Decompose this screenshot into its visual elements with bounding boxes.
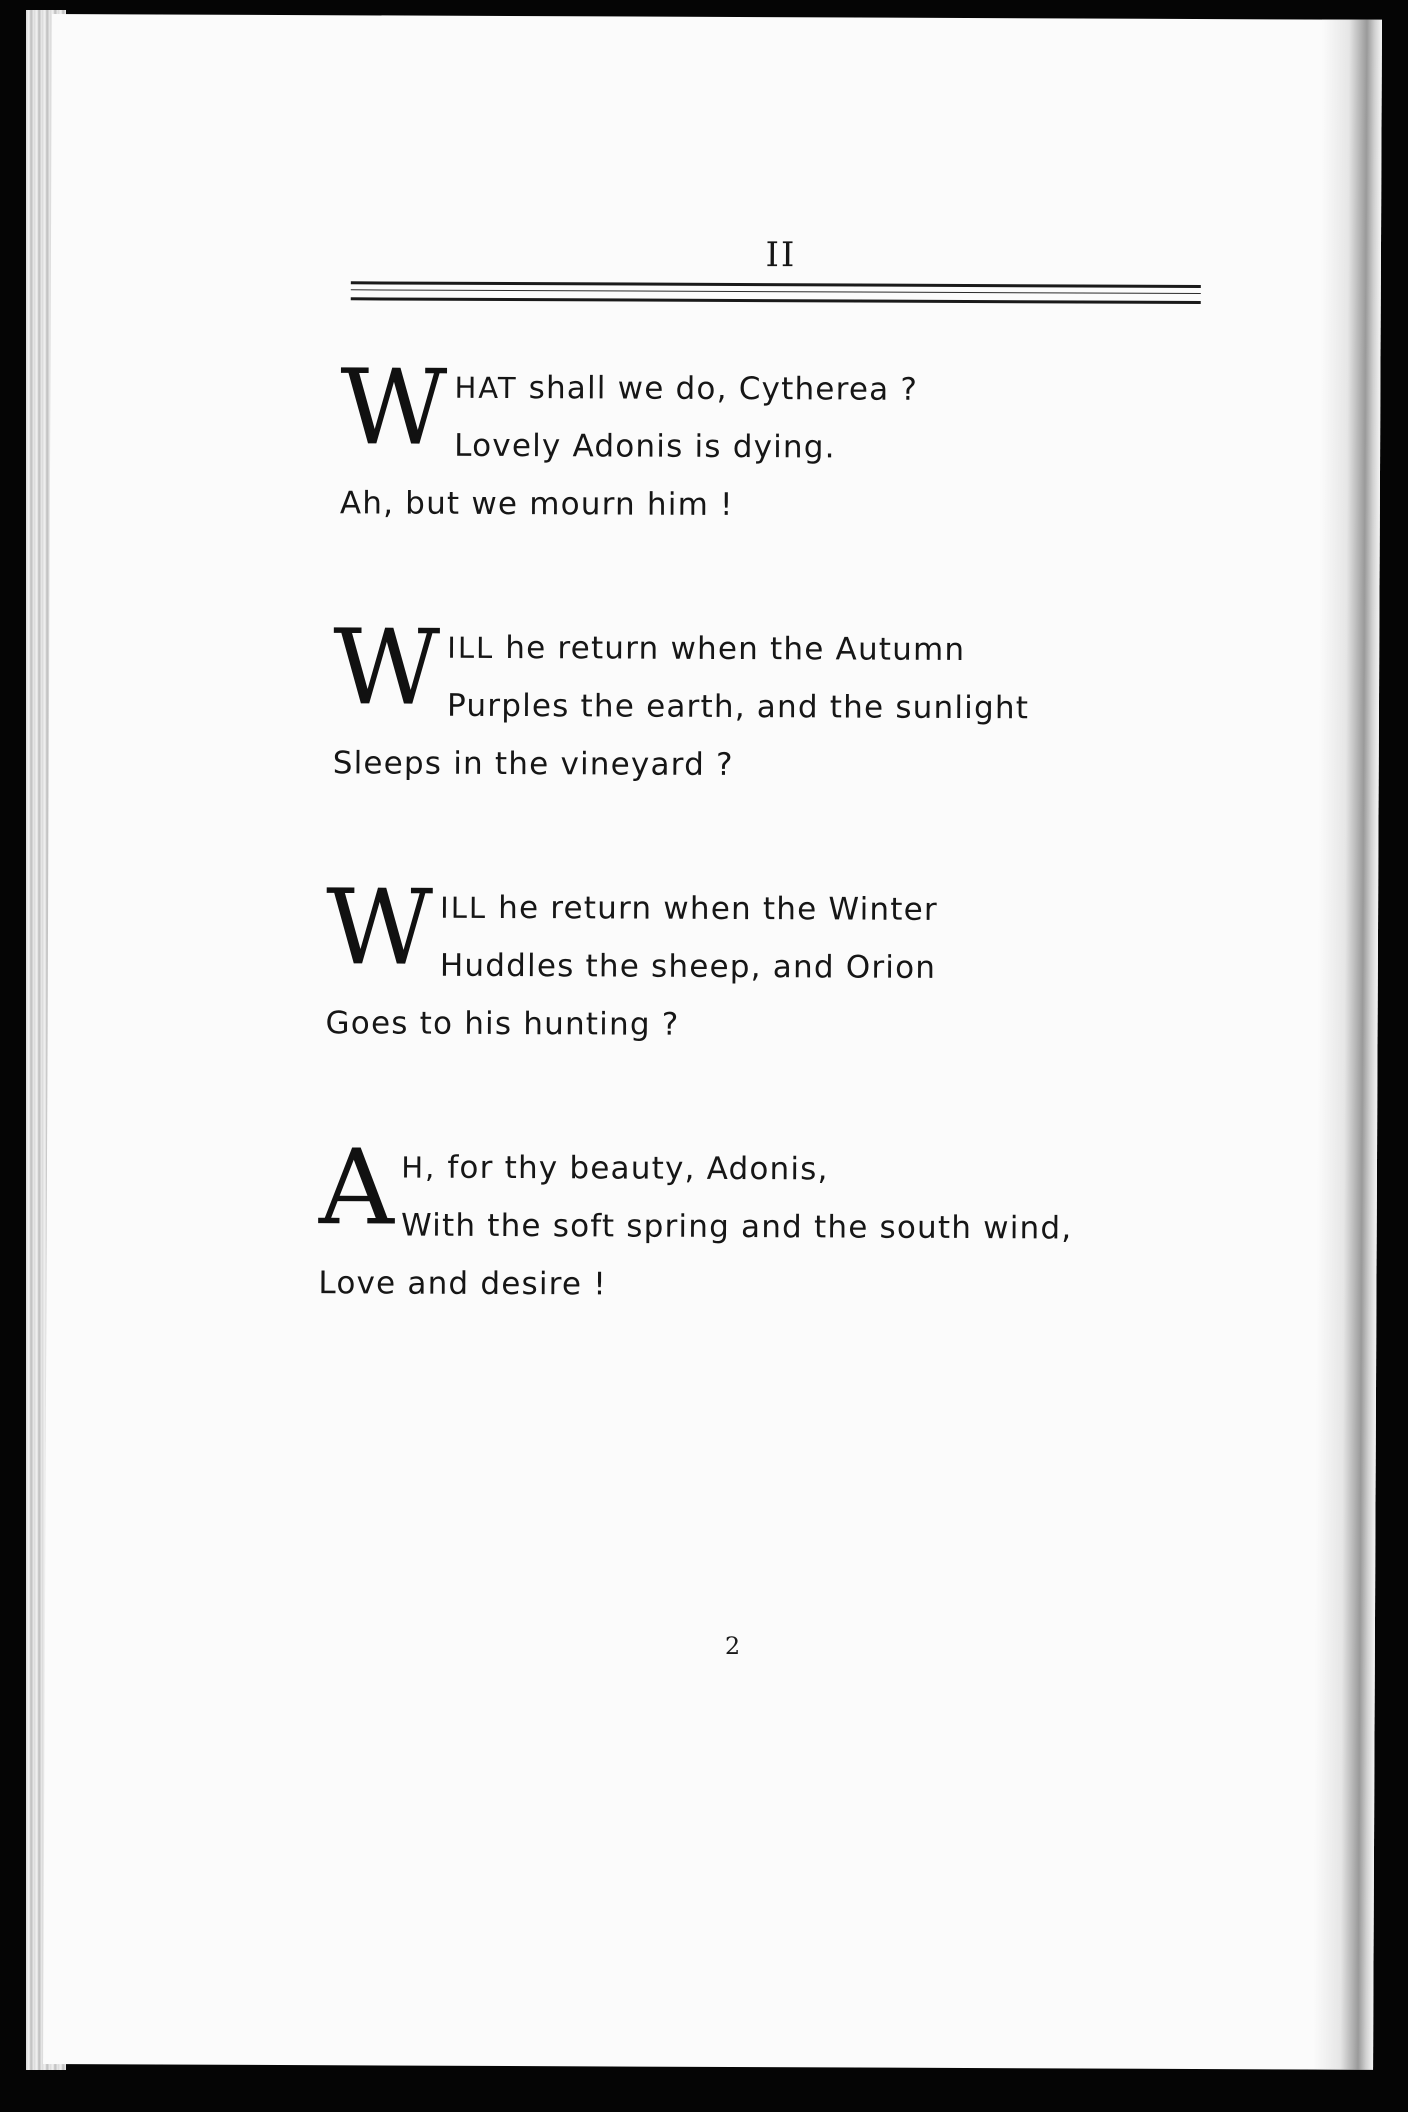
drop-cap: W [340, 346, 449, 469]
lead-word: ILL [440, 890, 488, 925]
stanza [339, 346, 1201, 536]
lead-word: ILL [447, 630, 495, 665]
book-page [43, 14, 1382, 2070]
line-text: he return when the Winter [487, 889, 938, 928]
lead-word: HAT [454, 370, 518, 406]
poem [318, 346, 1200, 1316]
poem-line: With the soft spring and the south wind, [400, 1207, 1073, 1247]
poem-line: Huddles the sheep, and Orion [439, 947, 937, 986]
poem-line: Lovely Adonis is dying. [454, 427, 836, 466]
page-number: 2 [724, 1631, 741, 1661]
stanza [332, 606, 1200, 796]
double-rule [351, 281, 1201, 304]
stanza [325, 866, 1198, 1056]
poem-line: Sleeps in the vineyard ? [332, 745, 734, 783]
page-curl-shadow [1313, 20, 1382, 2070]
line-text: for thy beauty, Adonis, [436, 1149, 829, 1188]
drop-cap: A [318, 1126, 396, 1249]
drop-cap: W [325, 866, 435, 989]
poem-line [319, 1138, 1197, 1200]
drop-cap: W [332, 606, 442, 729]
line-text: he return when the Autumn [494, 629, 966, 668]
chapter-number: II [765, 235, 797, 276]
poem-line: Ah, but we mourn him ! [339, 485, 734, 523]
lead-word: H, [401, 1150, 437, 1185]
poem-line: Love and desire ! [318, 1265, 608, 1303]
line-text: shall we do, Cytherea ? [517, 370, 919, 408]
poem-line: Purples the earth, and the sunlight [447, 687, 1030, 727]
poem-line [333, 618, 1199, 680]
page-content [318, 225, 1201, 1402]
poem-line: Goes to his hunting ? [325, 1005, 680, 1043]
stanza [318, 1126, 1197, 1316]
poem-line [326, 878, 1198, 940]
poem-line [340, 358, 1200, 420]
